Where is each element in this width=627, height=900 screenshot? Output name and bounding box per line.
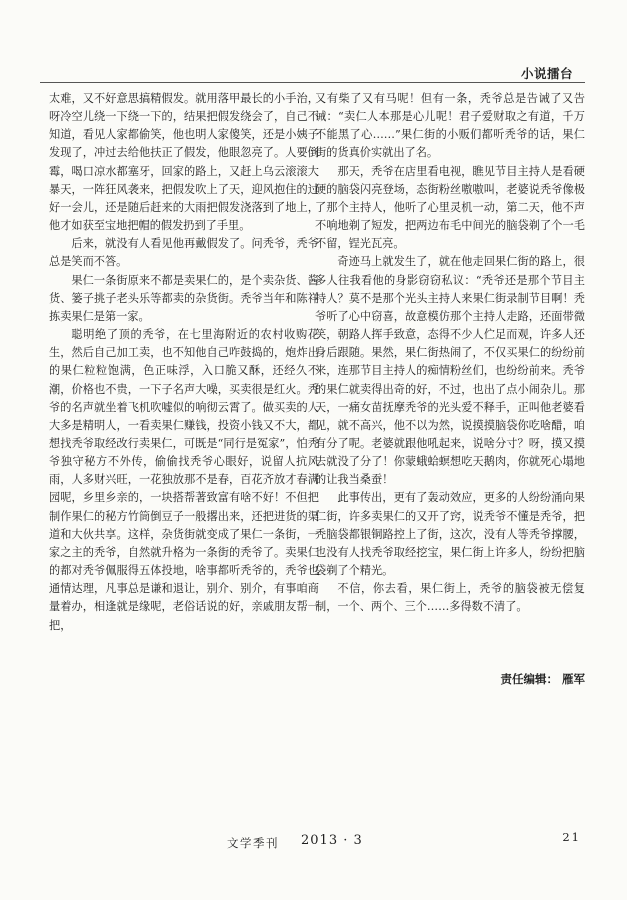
paragraph: 此事传出，更有了轰动效应，更多的人纷纷涌向果仁街，许多卖果仁的又开了窍，说秃爷不懂是秃爷，把秃脑袋都银铜路控上了街，这次，没有人等秃爷撑腰，也没有人找秃爷取经挖宝，果仁街上许多人，纷纷把脑袋剃了个精光。 — [315, 491, 585, 578]
editor-credit — [501, 671, 586, 687]
paragraph: 不信，你去看，果仁街上，秃爷的脑袋被无偿复制，一个、两个、三个……多得数不清了。 — [315, 582, 585, 614]
paragraph: 太难，又不好意思搞精假发。就用落甲最长的小手治，呀冷空儿绕一下绕一下的，结果把假发绕会了，自己不知道，看见人家都偷笑，他也明人家傻笑，还是小姨子发现了，冲过去给他扶正了假发，他眼忽亮了。人要倒霉，喝口凉水都塞牙，回家的路上，又赶上乌云滚滚大暴天，一阵狂风袭来，把假发吹上了天，迎风抱住的过好一会儿，还是随后赶来的大雨把假发浇落到了地上，他才如获至宝地把帽的假发扔到了手里。 — [49, 92, 319, 233]
issue-number: 2013 · 3 — [301, 833, 363, 848]
page-number: 21 — [562, 830, 581, 844]
editor-label: 责任编辑： — [500, 672, 558, 686]
editor-name: 雁军 — [562, 672, 585, 686]
left-column — [49, 90, 319, 635]
paragraph: 奇迹马上就发生了，就在他走回果仁街的路上，很多人往我看他的身影窃窃私议：“秃爷还是那个节目主持人？莫不是那个光头主持人来果仁街录制节目啊！秃爷听了心中窃喜，故意模仿那个主持人走路，还面带微笑，朝路人挥手致意，态得不少人伫足而观，许多人还身后跟随。果然，果仁街热闹了，不仅买果仁的纷纷前来，连那节目主持人的痴情粉丝们，也纷纷前来。秃爷的果仁就卖得出奇的好，不过，也出了点小闹杂儿。那天，一痛女苗抚摩秃爷的光头爱不释手，正叫他老婆看见，就不高兴，他不以为然，说摸摸脑袋你吃啥醋，咱有分了呢。老婆就跟他吼起来，说啥分寸？呀，摸又摸去就没了分了！你蒙蛾蛤螟想吃天鹅肉，你就死心塌地的让我当桑蚕！ — [315, 255, 585, 487]
paragraph: 那天，秃爷在店里看电视，瞧见节目主持人是看硬硬的脑袋闪亮登场，态街粉丝嗷嗷叫，老婆说秃爷像极了那个主持人，他听了心里灵机一动，第二天，他不声不响地剃了短发，把两边布毛中间光的脑袋剃了个一毛不留，锃光瓦亮。 — [315, 164, 585, 251]
paragraph: 聪明绝了顶的秃爷，在七里海附近的农村收购花生，然后自己加工卖，也不知他自己咋鼓捣的，炮炸出的果仁粒粒饱满，色正味浮，入口脆又酥，还经久不潮，价格也不贵，一下子名声大噪，买卖很是红火。秃爷的名声就坐着飞机吹嘘似的响彻云霄了。做买卖的人大多是精明人，一看卖果仁赚钱，投资小钱又不大，都想找秃爷取经改行卖果仁，可既是“同行是冤家”，怕秃爷独守秘方不外传，偷偷找秃爷心眼好，说留人抗风雨，人多财兴旺，一花独放那不是春，百花齐放才春满园呢，乡里乡亲的，一块搭帮著致富有啥不好！不但把制作果仁的秘方竹筒倒豆子一般撂出来，还把进货的渠道和大伙共享。这样，杂货街就变成了果仁一条街，一家之主的秃爷，自然就升格为一条街的秃爷了。卖果仁的都对秃爷佩服得五体投地，啥事都听秃爷的，秃爷也通情达理，凡事总是谦和退让，别介、别介，有事咱商量着办，相逢就是缘呢，老俗话说的好，亲戚朋友帮一把， — [49, 328, 319, 632]
paragraph: 后来，就没有人看见他再戴假发了。问秃爷，秃爷总是笑而不答。 — [49, 237, 319, 269]
journal-name: 文学季刊 — [227, 836, 279, 850]
section-label: 小说擂台 — [520, 66, 573, 81]
paragraph: 果仁一条街原来不都是卖果仁的，是个卖杂货、酱货、篓子挑子老头乐等都卖的杂货街。秃爷当年和陈祥拣卖果仁是第一家。 — [49, 273, 319, 323]
right-column — [315, 90, 585, 617]
paragraph: 又有柴了又有马呢！但有一条，秃爷总是告诫了又告诫：“卖仁人本那是心儿呢！君子爱财取之有道，千万不能黑了心……”果仁街的小贩们都听秃爷的话，果仁街的货真价实就出了名。 — [315, 92, 585, 160]
header-rule — [40, 82, 585, 83]
